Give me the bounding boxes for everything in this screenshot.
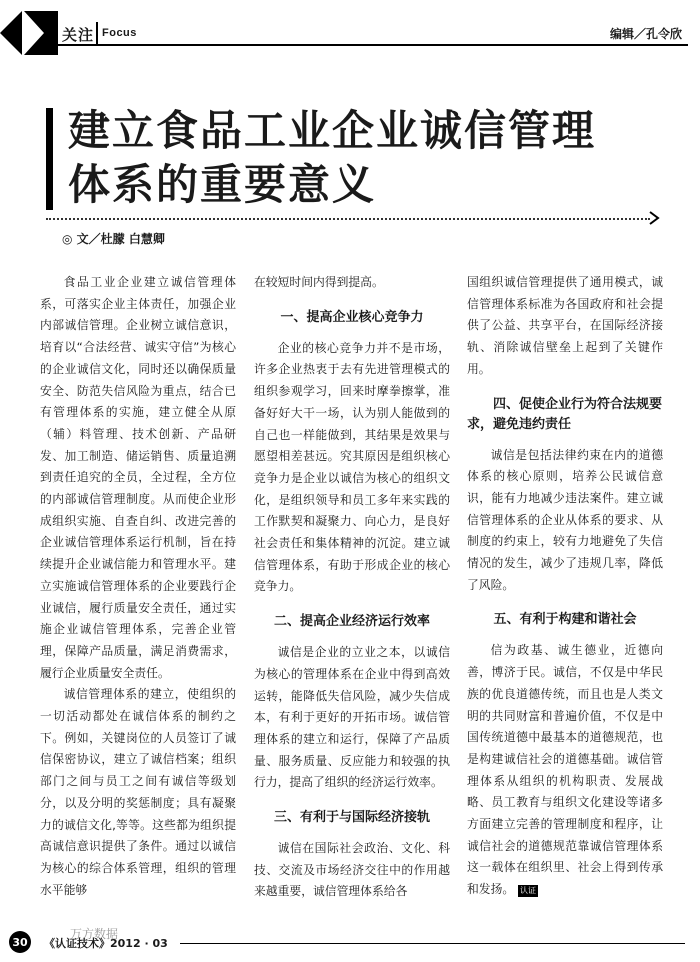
title-line-1: 建立食品工业企业诚信管理 (68, 106, 597, 155)
section-heading-4: 四、促使企业行为符合法规要求，避免违约责任 (467, 396, 663, 432)
paragraph: 国组织诚信管理提供了通用模式，诚信管理体系标准为各国政府和社会提供了公益、共享平台，在国际经济接轨、消除诚信壁垒上起到了关键作用。 (467, 275, 663, 376)
chevron-right-icon (648, 210, 660, 226)
end-mark-icon: 认证 (519, 886, 536, 896)
title-line-2: 体系的重要意义 (68, 160, 377, 209)
title-dotted-rule (46, 218, 650, 220)
paragraph: 在较短时间内得到提高。 (254, 275, 384, 289)
section-focus-label: Focus (102, 27, 137, 39)
header-rule (58, 44, 688, 46)
title-accent-bar (46, 108, 53, 210)
column-2 (254, 272, 450, 903)
section-heading-5: 五、有利于构建和谐社会 (493, 612, 637, 628)
paragraph: 诚信在国际社会政治、文化、科技、交流及市场经济交往中的作用越来越重要，诚信管理体系给各 (254, 841, 450, 899)
page-number: 30 (12, 936, 28, 949)
magazine-issue: 《认证技术》2012 · 03 (44, 937, 168, 950)
article-title (68, 104, 596, 212)
paragraph-text: 信为政基、诚生德业，近德向善，博济于民。诚信，不仅是中华民族的优良道德传统，而且也是人类文明的共同财富和普遍价值，不仅是中国传统道德中最基本的道德规范，也是构建诚信社会的道德基础。诚信管理体系从组织的机构职责、发展战略、员工教育与组织文化建设等诸多方面建立完善的管理制度和程序，让诚信社会的道德规范靠诚信管理体系这一载体在组织里、社会上得到传承和发扬。 (467, 643, 663, 897)
header-divider (96, 22, 98, 44)
section-label: 关注 (62, 26, 95, 44)
footer-rule (180, 943, 685, 944)
paragraph (467, 640, 663, 900)
section-heading-3: 三、有利于与国际经济接轨 (273, 810, 430, 826)
paragraph: 诚信是企业的立业之本，以诚信为核心的管理体系在企业中得到高效运转，能降低失信风险，减少失信成本，有利于更好的开拓市场。诚信管理体系的建立和运行，保障了产品质量、服务质量、反应能力和较强的执行力，提高了组织的经济运行效率。 (254, 645, 450, 790)
column-3 (467, 272, 663, 901)
page-number-badge (8, 930, 34, 954)
paragraph: 食品工业企业建立诚信管理体系，可落实企业主体责任，加强企业内部诚信管理。企业树立诚信意识，培育以“合法经营、诚实守信”为核心的企业诚信文化，同时还以确保质量安全、防范失信风险为重点，结合已有管理体系的实施，建立健全从原（辅）料管理、技术创新、产品研发、加工制造、储运销售、质量追溯到责任追究的全员，全过程，全方位的内部诚信管理制度。从而使企业形成组织实施、自查自纠、改进完善的企业诚信管理体系运行机制，旨在持续提升企业诚信能力和管理水平。建立实施诚信管理体系的企业要践行企业诚信，履行质量安全责任，通过实施企业诚信管理体系，完善企业管理，保障产品质量，满足消费需求，履行企业质量安全责任。 (40, 275, 236, 680)
column-1 (40, 272, 236, 901)
watermark: 万方数据 (70, 927, 119, 941)
editor-credit: 编辑／孔令欣 (609, 27, 682, 41)
section-heading-2: 二、提高企业经济运行效率 (273, 614, 430, 630)
paragraph: 诚信管理体系的建立，使组织的一切活动都处在诚信体系的制约之下。例如，关键岗位的人员签订了诚信保密协议，建立了诚信档案；组织部门之间与员工之间有诚信等级划分，以及分明的奖惩制度；具有凝聚力的诚信文化,等等。这些都为组织提高诚信意识提供了条件。通过以诚信为核心的综合体系管理，组织的管理水平能够 (40, 687, 236, 897)
paragraph: 企业的核心竞争力并不是市场，许多企业热衷于去有先进管理模式的组织参观学习，回来时摩拳擦掌，准备好好大干一场，认为别人能做到的自己也一样能做到，其结果是效果与愿望相差甚远。究其原因是组织核心竞争力是企业以诚信为核心的组织文化，是组织领导和员工多年来实践的工作默契和凝聚力、向心力，是良好社会责任和集体精神的沉淀。建立诚信管理体系，有助于形成企业的核心竞争力。 (254, 340, 450, 594)
article-byline: ◎ 文／杜朦 白慧卿 (62, 232, 165, 246)
paragraph: 诚信是包括法律约束在内的道德体系的核心原则，培养公民诚信意识，能有力地减少违法案件。建立诚信管理体系的企业从体系的要求、从制度的约束上，较有力地避免了失信情况的发生，减少了违规几率，降低了风险。 (467, 447, 663, 592)
section-arrow-icon (0, 8, 60, 58)
section-heading-1: 一、提高企业核心竞争力 (280, 309, 424, 325)
